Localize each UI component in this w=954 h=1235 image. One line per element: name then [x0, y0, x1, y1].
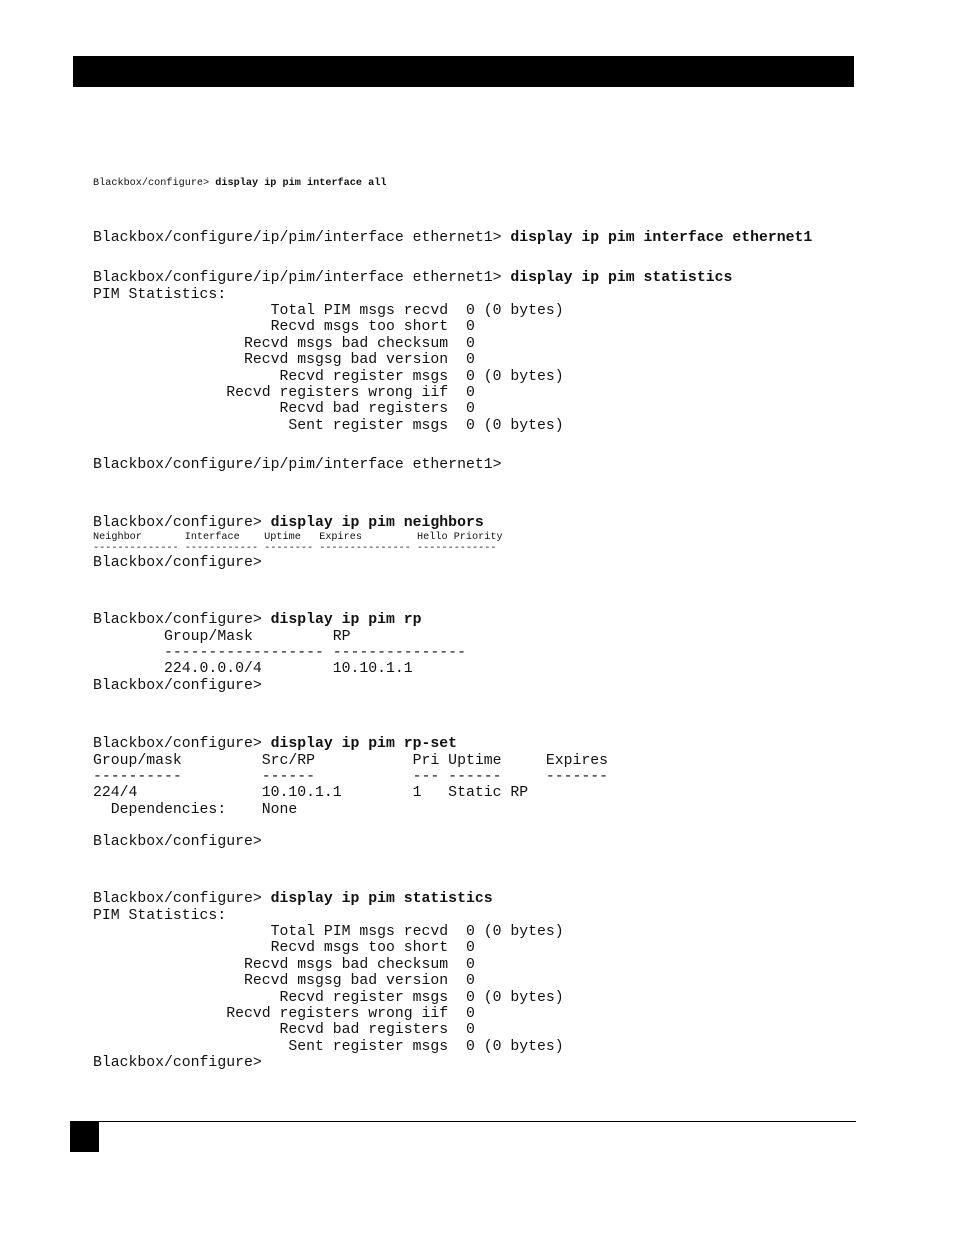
command: display ip pim interface ethernet1 — [510, 230, 813, 246]
footer-rule — [70, 1121, 856, 1122]
cmd-statistics-1 — [93, 270, 732, 286]
cmd-interface-ethernet1 — [93, 230, 812, 246]
rp-table: Group/Mask RP ------------------ --------------- 224.0.0.0/4 10.10.1.1 — [164, 628, 466, 678]
statistics-output-1: PIM Statistics: Total PIM msgs recvd 0 (0 bytes) Recvd msgs too short 0 Recvd msgs bad checksum 0 Recvd msgsg bad version 0 Recvd register msgs 0 (0 bytes) Recvd registers wrong iif 0 Recvd bad registers 0 Sent register msgs 0 (0 bytes) — [93, 286, 564, 434]
statistics-output-2: PIM Statistics: Total PIM msgs recvd 0 (0 bytes) Recvd msgs too short 0 Recvd msgs bad checksum 0 Recvd msgsg bad version 0 Recvd register msgs 0 (0 bytes) Recvd registers wrong iif 0 Recvd bad registers 0 Sent register msgs 0 (0 bytes) — [93, 907, 564, 1055]
command: display ip pim neighbors — [270, 515, 484, 531]
rp-set-table: Group/mask Src/RP Pri Uptime Expires ---------- ------ --- ------ ------- 224/4 10.10.1.1 1 Static RP Dependencies: None — [93, 752, 609, 818]
cmd-interface-all — [93, 178, 386, 189]
command: display ip pim statistics — [270, 891, 493, 907]
prompt-configure: Blackbox/configure> — [93, 678, 262, 694]
prompt: Blackbox/configure> — [93, 612, 271, 628]
prompt: Blackbox/configure> — [93, 891, 271, 907]
cmd-rp — [93, 612, 422, 628]
page-number-block — [70, 1122, 99, 1152]
command: display ip pim statistics — [510, 270, 733, 286]
neighbors-table: Neighbor Interface Uptime Expires Hello Priority -------------- ------------ -------- --------------- ------------- — [93, 532, 503, 554]
cmd-neighbors — [93, 515, 484, 531]
command: display ip pim rp-set — [270, 736, 458, 752]
command: display ip pim rp — [270, 612, 422, 628]
prompt: Blackbox/configure/ip/pim/interface ethernet1> — [93, 230, 511, 246]
cmd-statistics-2 — [93, 891, 493, 907]
cmd-rp-set — [93, 736, 457, 752]
prompt-interface-ethernet1: Blackbox/configure/ip/pim/interface ethernet1> — [93, 457, 502, 473]
page-header-bar — [73, 56, 854, 87]
prompt-configure: Blackbox/configure> — [93, 1055, 262, 1071]
prompt: Blackbox/configure> — [93, 515, 271, 531]
prompt-configure: Blackbox/configure> — [93, 834, 262, 850]
prompt: Blackbox/configure/ip/pim/interface ethernet1> — [93, 270, 511, 286]
prompt: Blackbox/configure> — [93, 736, 271, 752]
command: display ip pim interface all — [215, 178, 387, 189]
prompt-configure: Blackbox/configure> — [93, 555, 262, 571]
prompt: Blackbox/configure> — [93, 178, 216, 189]
